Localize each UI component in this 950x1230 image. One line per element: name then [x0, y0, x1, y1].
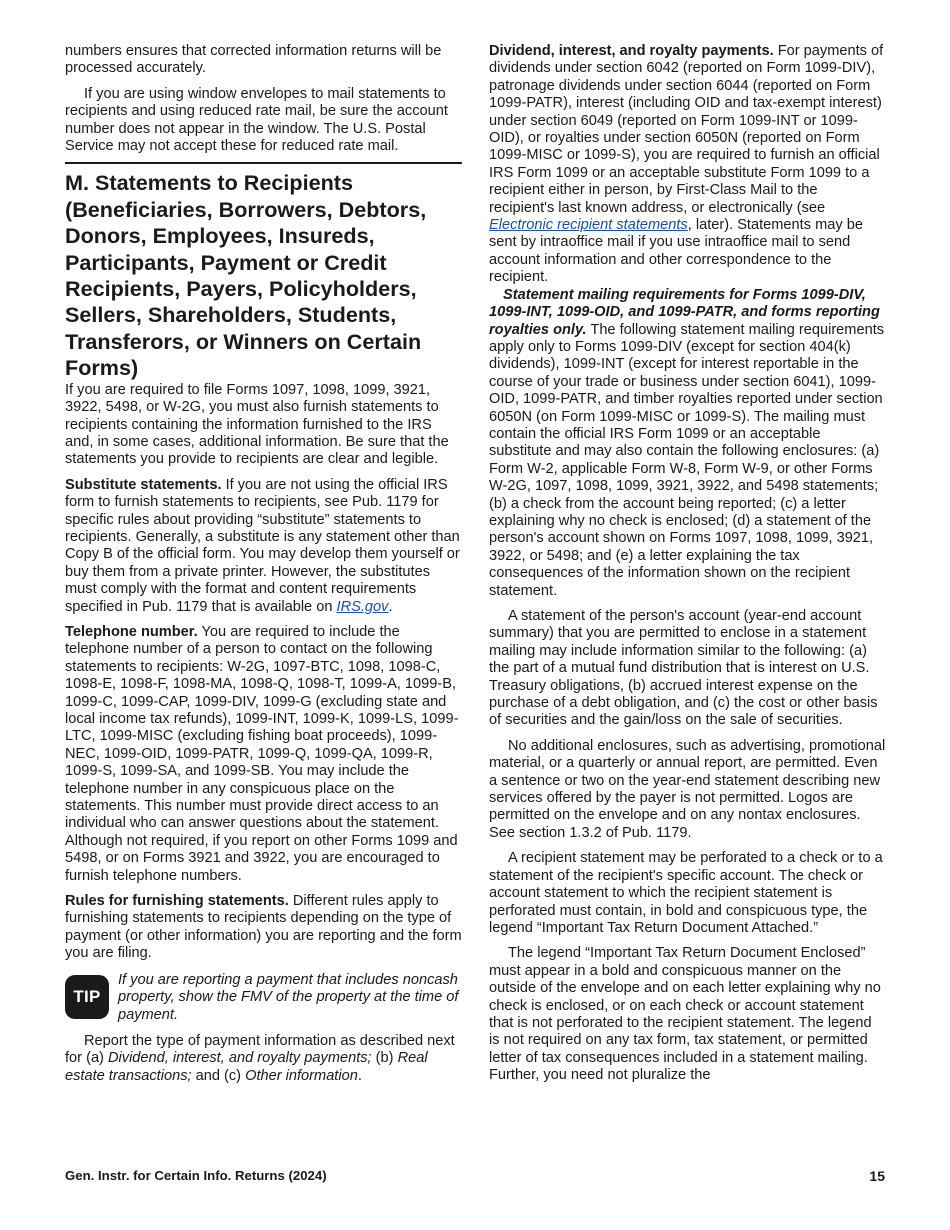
- no-enclosures-paragraph: No additional enclosures, such as advertising, promotional material, or a quarterly or annual report, are permitted. Even a sentence or two on the year-end statement describing new services offered by the payer is not permitted. Logos are permitted on the envelope and on any nontax enclosures. See section 1.3.2 of Pub. 1179.: [489, 737, 886, 841]
- right-column: [489, 43, 886, 1085]
- tip-icon: [65, 975, 109, 1019]
- report-item-other: Other information: [245, 1067, 358, 1084]
- report-text-a: Report the type of payment information as described next for (a): [65, 1032, 455, 1067]
- page-number: 15: [869, 1168, 885, 1184]
- electronic-recipient-statements-link[interactable]: Electronic recipient statements: [489, 217, 688, 234]
- mailing-requirements-body: The following statement mailing requirements apply only to Forms 1099-DIV (except for section 404(k) dividends), 1099-INT (except for interest reportable in the course of your trade or business under section 6041), 1099-OID, 1099-PATR, and timber royalties reported under section 6050N (on Form 1099-MISC or 1099-S). The mailing must contain the official IRS Form 1099 or an acceptable substitute and may also contain the following enclosures: (a) Form W-2, applicable Form W-8, Form W-9, or other Forms W-2G, 1097, 1098, 1099, 3921, 3922, and 5498 statements; (b) a check from the account being reported; (c) a letter explaining why no check is enclosed; (d) a statement of the person's account shown on Forms 1097, 1098, 1099, 3921, 3922, or 5498; and (e) a letter explaining the tax consequences of the information shown on the recipient statement.: [489, 321, 885, 599]
- intro-paragraph: If you are required to file Forms 1097, 1098, 1099, 3921, 3922, 5498, or W-2G, you must also furnish statements to recipients containing the information furnished to the IRS and, in some cases, additional information. Be sure that the statements you provide to recipients are clear and legible.: [65, 381, 449, 468]
- substitute-statements-paragraph: [65, 477, 462, 616]
- account-statement-paragraph: A statement of the person's account (year-end account summary) that you are permitted to enclose in a statement mailing may include information similar to the following: (a) the part of a mutual fund distribution that is interest on U.S. Treasury obligations, (b) accrued interest expense on the purchase of a debt obligation, and (c) the cost or other basis of securities and the gain/loss on the sale of securities.: [489, 608, 878, 729]
- tip-box: [65, 972, 462, 1024]
- section-m-heading: M. Statements to Recipients (Beneficiaries, Borrowers, Debtors, Donors, Employees, Insureds, Participants, Payment or Credit Recipients, Payers, Policyholders, Sellers, Shareholders, Students, Transferors, or Winners on Certain Forms): [65, 170, 427, 381]
- section-divider: [65, 162, 462, 164]
- continued-paragraph: numbers ensures that corrected information returns will be processed accurately.: [65, 43, 442, 77]
- left-column: [65, 43, 462, 1085]
- report-item-real-estate: Real estate transactions;: [65, 1050, 428, 1084]
- window-envelope-paragraph: If you are using window envelopes to mail statements to recipients and using reduced rate mail, be sure the account number does not appear in the window. The U.S. Postal Service may not accept these for reduced rate mail.: [65, 85, 448, 155]
- mailing-requirements-heading: Statement mailing requirements for Forms 1099-DIV, 1099-INT, 1099-OID, and 1099-PATR, and forms reporting royalties only.: [489, 286, 880, 338]
- substitute-statements-heading: Substitute statements.: [65, 476, 222, 493]
- irs-gov-link[interactable]: IRS.gov: [336, 598, 389, 615]
- dividend-body-1: For payments of dividends under section 6042 (reported on Form 1099-DIV), patronage dividends under section 6044 (reported on Form 1099-PATR), interest (including OID and tax-exempt interest) under section 6049 (reported on Form 1099-INT or 1099-OID), or royalties under section 6050N (reported on Form 1099-MISC or 1099-S), you are required to furnish an official IRS Form 1099 or an acceptable substitute Form 1099 to a recipient either in person, by First-Class Mail to the recipient's last known address, or electronically (see: [489, 43, 884, 216]
- perforated-paragraph: A recipient statement may be perforated to a check or to a statement of the recipient's specific account. The check or account statement to which the recipient statement is perforated must contain, in bold and conspicuous type, the legend “Important Tax Return Document Attached.”: [489, 850, 883, 936]
- rules-body: Different rules apply to furnishing statements to recipients depending on the type of payment (or other information) you are reporting and the form you are filing.: [65, 893, 462, 962]
- dividend-heading: Dividend, interest, and royalty payments.: [489, 43, 774, 59]
- tip-text: If you are reporting a payment that includes noncash property, show the FMV of the property at the time of payment.: [118, 971, 459, 1023]
- dividend-body-2: , later). Statements may be sent by intraoffice mail if you use intraoffice mail to send account information and other correspondence to the recipient.: [489, 217, 863, 286]
- period: .: [388, 598, 393, 615]
- tip-label: TIP: [73, 986, 101, 1006]
- rules-paragraph: [65, 893, 462, 963]
- telephone-number-body: You are required to include the telephone number of a person to contact on the following statements to recipients: W-2G, 1097-BTC, 1098, 1098-C, 1098-E, 1098-F, 1098-MA, 1098-Q, 1098-T, 1099-A, 1099-B, 1099-C, 1099-CAP, 1099-DIV, 1099-G (excluding state and local income tax refunds), 1099-INT, 1099-K, 1099-LS, 1099-LTC, 1099-MISC (excluding fishing boat proceeds), 1099-NEC, 1099-OID, 1099-PATR, 1099-Q, 1099-QA, 1099-R, 1099-S, 1099-SA, and 1099-SB. You may include the telephone number in any conspicuous place on the statements. This number must provide direct access to an individual who can answer questions about the statement. Although not required, if you report on other Forms 1099 and 5498, or on Forms 3921 and 3922, you are encouraged to furnish telephone numbers.: [65, 623, 459, 884]
- report-item-dividend: Dividend, interest, and royalty payments;: [107, 1050, 372, 1067]
- footer-title: Gen. Instr. for Certain Info. Returns (2024): [65, 1168, 327, 1183]
- telephone-number-paragraph: [65, 624, 462, 885]
- telephone-number-heading: Telephone number.: [65, 623, 198, 640]
- report-text-b: (b): [371, 1050, 398, 1067]
- report-text-c: and (c): [191, 1067, 246, 1084]
- rules-heading: Rules for furnishing statements.: [65, 893, 289, 910]
- dividend-paragraph: [489, 43, 886, 287]
- mailing-requirements-paragraph: [489, 287, 886, 600]
- report-type-paragraph: [65, 1033, 462, 1085]
- legend-paragraph: The legend “Important Tax Return Document Enclosed” must appear in a bold and conspicuous manner on the outside of the envelope and on each letter explaining why no check is enclosed, or on each check or account statement that is not perforated to the recipient statement. The legend is not required on any tax form, tax statement, or permitted letter of tax consequences included in a statement mailing. Further, you need not pluralize the: [489, 945, 881, 1084]
- substitute-statements-body: If you are not using the official IRS form to furnish statements to recipients, see Pub. 1179 for specific rules about providing “substitute” statements to recipients. Generally, a substitute is any statement other than Copy B of the official form. You may develop them yourself or buy them from a private printer. However, the substitutes must comply with the format and content requirements specified in Pub. 1179 that is available on: [65, 476, 460, 615]
- report-text-end: .: [357, 1067, 362, 1084]
